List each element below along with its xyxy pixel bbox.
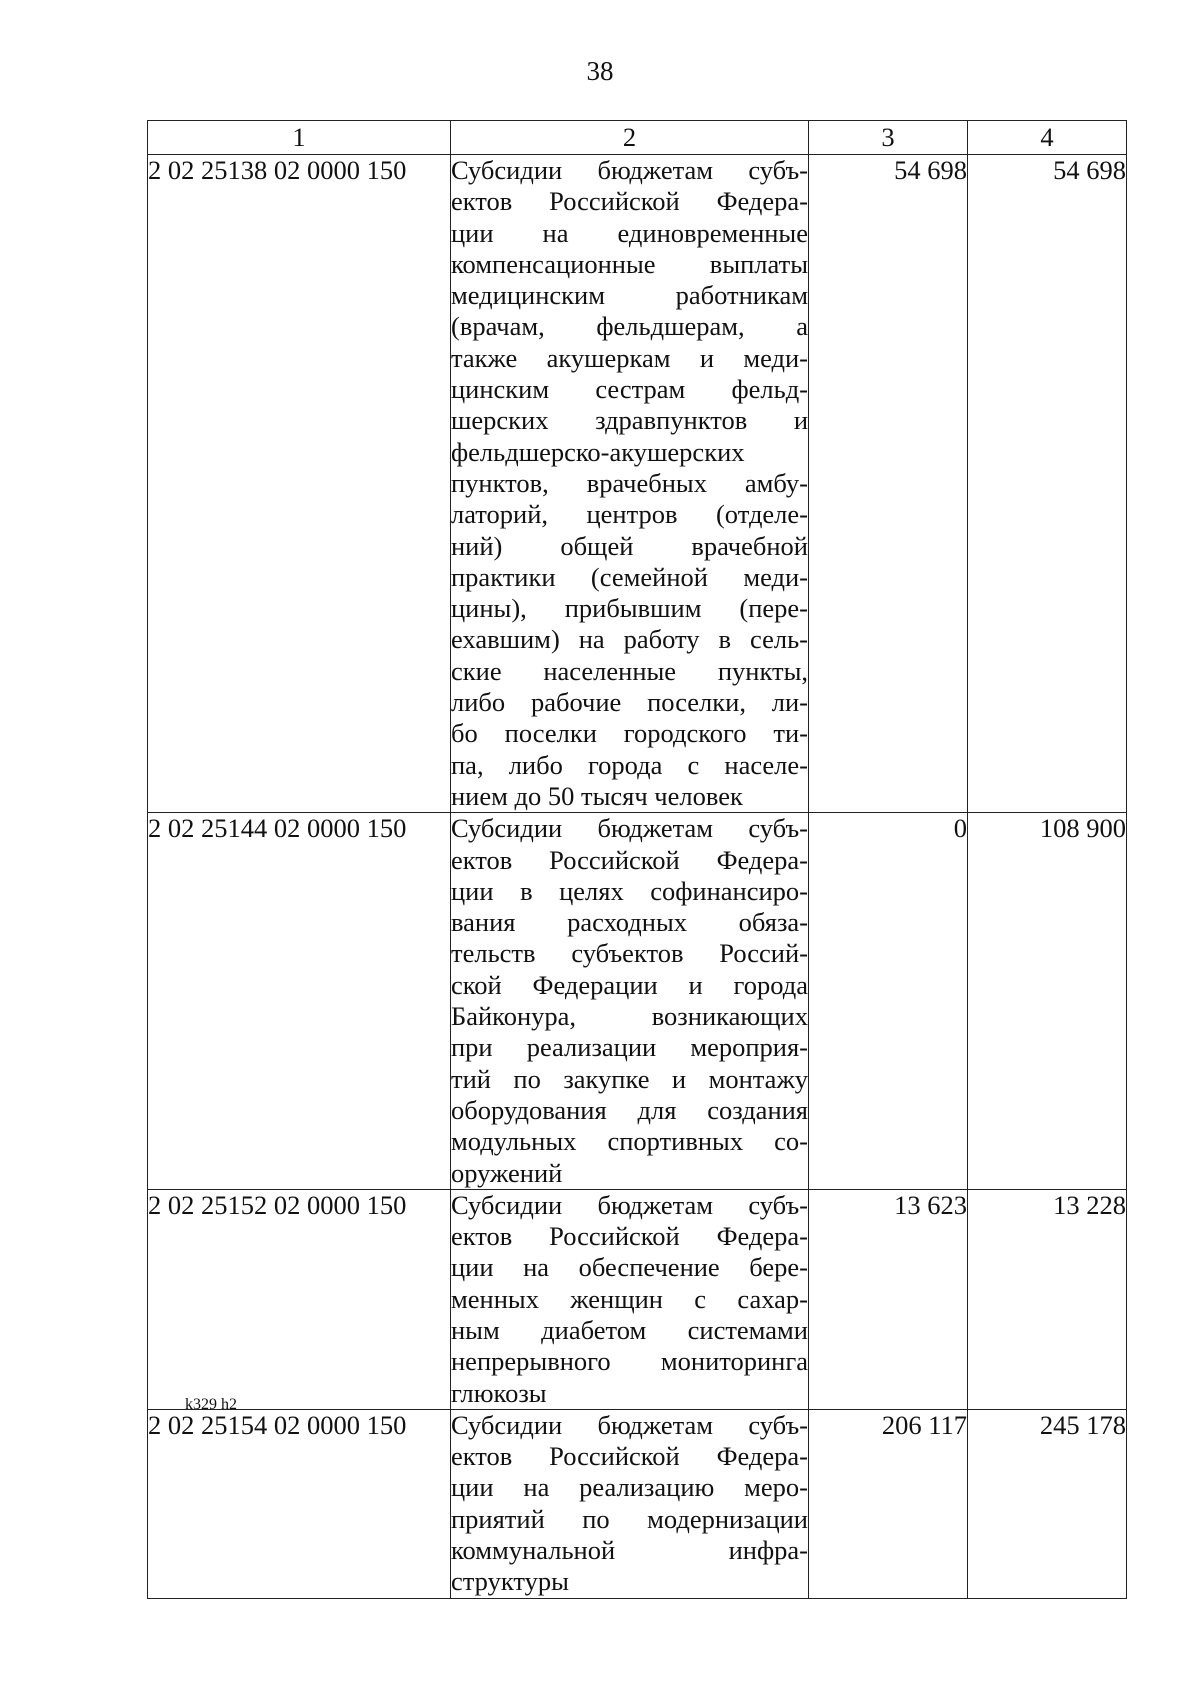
description-line: ской Федерации и города (451, 969, 808, 1000)
row-description (451, 813, 809, 1190)
table-row (148, 813, 1127, 1190)
description-line: также акушеркам и меди- (451, 342, 808, 373)
description-line: цины), прибывшим (пере- (451, 593, 808, 624)
row-code: 2 02 25154 02 0000 150 (148, 1409, 451, 1598)
description-line: тельств субъектов Россий- (451, 938, 808, 969)
row-code: 2 02 25144 02 0000 150 (148, 813, 451, 1190)
description-line: фельдшерско-акушерских (451, 436, 745, 467)
row-code: 2 02 25152 02 0000 150 (148, 1189, 451, 1409)
row-description (451, 1409, 809, 1598)
row-value-col4: 54 698 (968, 155, 1127, 813)
table-row (148, 155, 1127, 813)
header-cell-1: 1 (148, 121, 451, 155)
row-value-col4: 13 228 (968, 1189, 1127, 1409)
description-line: при реализации мероприя- (451, 1032, 808, 1063)
description-line: непрерывного мониторинга (451, 1346, 808, 1377)
description-line: компенсационные выплаты (451, 248, 808, 279)
header-cell-3: 3 (809, 121, 968, 155)
description-line: ские населенные пункты, (451, 655, 808, 686)
description-line: вания расходных обяза- (451, 907, 808, 938)
table-row (148, 1409, 1127, 1598)
description-line: либо рабочие поселки, ли- (451, 687, 808, 718)
description-line: Субсидии бюджетам субъ- (451, 813, 808, 844)
description-line: ции на реализацию меро- (451, 1472, 808, 1503)
description-line: Субсидии бюджетам субъ- (451, 1409, 808, 1440)
header-cell-4: 4 (968, 121, 1127, 155)
budget-table (147, 120, 1127, 1599)
description-line: приятий по модернизации (451, 1503, 808, 1534)
description-line: оборудования для создания (451, 1094, 808, 1125)
row-code: 2 02 25138 02 0000 150 (148, 155, 451, 813)
description-line: практики (семейной меди- (451, 561, 808, 592)
header-cell-2: 2 (451, 121, 809, 155)
description-line: ний) общей врачебной (451, 530, 808, 561)
description-line: Субсидии бюджетам субъ- (451, 1189, 808, 1220)
description-line: Субсидии бюджетам субъ- (451, 155, 808, 185)
description-line: ектов Российской Федера- (451, 186, 808, 217)
description-line: модульных спортивных со- (451, 1126, 808, 1157)
description-line: нием до 50 тысяч человек (451, 780, 743, 811)
description-line: ектов Российской Федера- (451, 1441, 808, 1472)
footer-code: k329 h2 (185, 1396, 237, 1413)
description-line: бо поселки городского ти- (451, 718, 808, 749)
description-line: цинским сестрам фельд- (451, 374, 808, 405)
row-value-col4: 245 178 (968, 1409, 1127, 1598)
description-line: тий по закупке и монтажу (451, 1063, 808, 1094)
description-line: (врачам, фельдшерам, а (451, 311, 808, 342)
header-row (148, 121, 1127, 155)
row-value-col3: 0 (809, 813, 968, 1190)
description-line: па, либо города с населе- (451, 749, 808, 780)
table-body (148, 155, 1127, 1599)
row-value-col3: 54 698 (809, 155, 968, 813)
description-line: оружений (451, 1157, 563, 1188)
description-line: глюкозы (451, 1377, 547, 1408)
description-line: ции на обеспечение бере- (451, 1252, 808, 1283)
description-line: пунктов, врачебных амбу- (451, 467, 808, 498)
description-line: медицинским работникам (451, 280, 808, 311)
description-line: ции на единовременные (451, 217, 808, 248)
row-description (451, 155, 809, 813)
description-line: коммунальной инфра- (451, 1535, 808, 1566)
row-value-col4: 108 900 (968, 813, 1127, 1190)
description-line: структуры (451, 1566, 569, 1597)
row-value-col3: 13 623 (809, 1189, 968, 1409)
description-line: ции в целях софинансиро- (451, 875, 808, 906)
description-line: ектов Российской Федера- (451, 1221, 808, 1252)
description-line: латорий, центров (отделе- (451, 499, 808, 530)
row-description (451, 1189, 809, 1409)
table-row (148, 1189, 1127, 1409)
description-line: шерских здравпунктов и (451, 405, 808, 436)
description-line: ехавшим) на работу в сель- (451, 624, 808, 655)
row-value-col3: 206 117 (809, 1409, 968, 1598)
description-line: ектов Российской Федера- (451, 844, 808, 875)
description-line: Байконура, возникающих (451, 1001, 808, 1032)
page-number: 38 (586, 56, 614, 86)
description-line: ным диабетом системами (451, 1314, 808, 1345)
description-line: менных женщин с сахар- (451, 1283, 808, 1314)
